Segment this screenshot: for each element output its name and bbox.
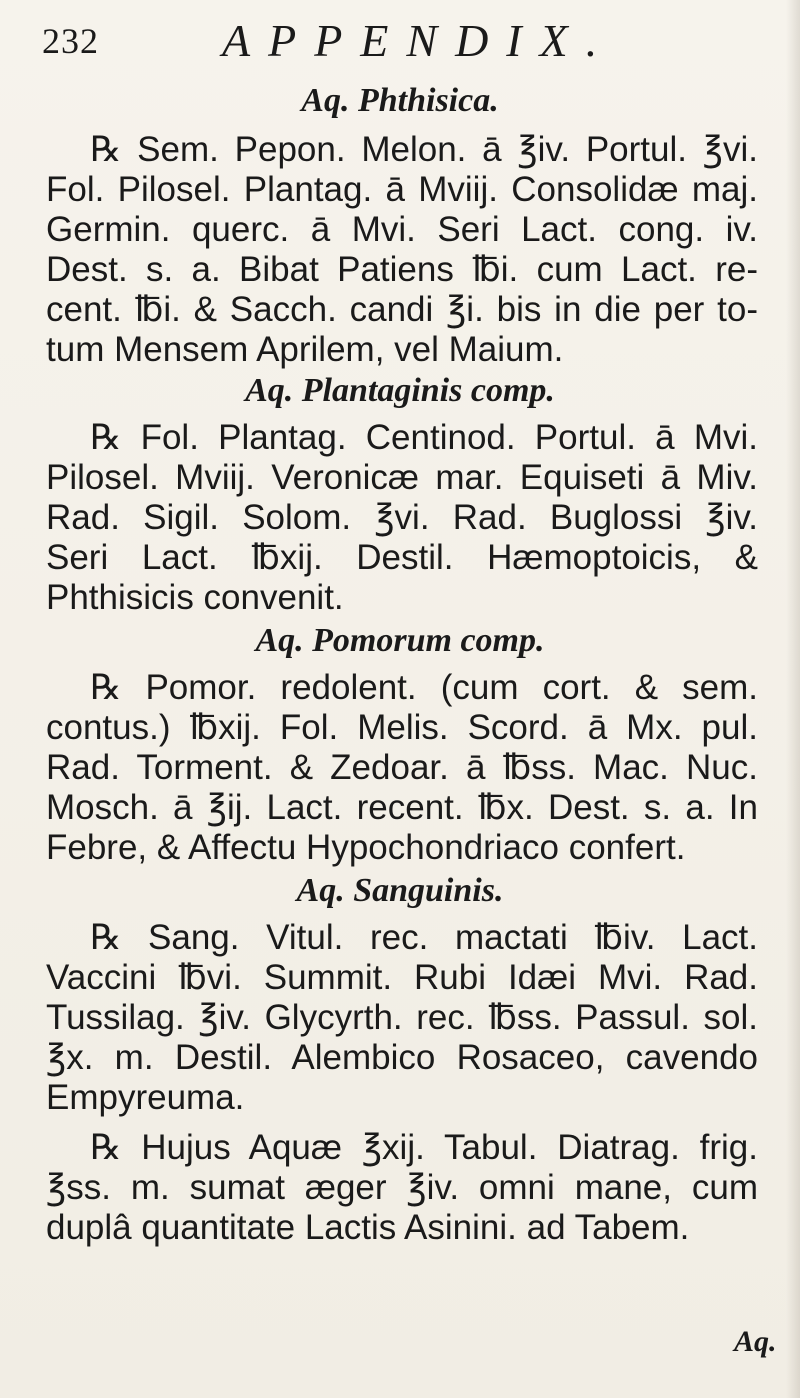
recipe-title-pomorum: Aq. Pomorum comp. bbox=[255, 622, 545, 659]
text-line: ℞ Sang. Vitul. rec. mactati ℔iv. Lact. bbox=[90, 918, 758, 957]
page-number: 232 bbox=[42, 21, 99, 61]
text-line: ℥ss. m. sumat æger ℥iv. omni mane, cum bbox=[46, 1168, 758, 1207]
text-line: Tussilag. ℥iv. Glycyrth. rec. ℔ss. Passul. sol. bbox=[46, 998, 758, 1037]
text-line: Phthisicis convenit. bbox=[46, 578, 344, 617]
text-line: contus.) ℔xij. Fol. Melis. Scord. ā Mx. pul. bbox=[46, 708, 758, 747]
text-line: Mosch. ā ℥ij. Lact. recent. ℔x. Dest. s. a. In bbox=[46, 788, 758, 827]
text-line: ℥x. m. Destil. Alembico Rosaceo, cavendo bbox=[46, 1038, 758, 1077]
page-edge-shadow bbox=[786, 0, 800, 1398]
text-line: Fol. Pilosel. Plantag. ā Mviij. Consolidæ maj. bbox=[46, 170, 758, 209]
text-line: Seri Lact. ℔xij. Destil. Hæmoptoicis, & bbox=[46, 538, 758, 577]
text-line: tum Mensem Aprilem, vel Maium. bbox=[46, 330, 564, 369]
recipe-title-phthisica: Aq. Phthisica. bbox=[301, 82, 499, 119]
recipe-title-plantaginis: Aq. Plantaginis comp. bbox=[245, 372, 555, 409]
catchword: Aq. bbox=[734, 1325, 777, 1358]
text-line: Rad. Torment. & Zedoar. ā ℔ss. Mac. Nuc. bbox=[46, 748, 758, 787]
text-line: duplâ quantitate Lactis Asinini. ad Tabem. bbox=[46, 1208, 690, 1247]
running-head: APPENDIX. bbox=[222, 15, 616, 66]
text-line: Pilosel. Mviij. Veronicæ mar. Equiseti ā Miv. bbox=[46, 458, 758, 497]
text-line: Febre, & Affectu Hypochondriaco confert. bbox=[46, 828, 686, 867]
recipe-title-sanguinis: Aq. Sanguinis. bbox=[296, 872, 504, 909]
text-line: Germin. querc. ā Mvi. Seri Lact. cong. iv. bbox=[46, 210, 758, 249]
text-line: ℞ Hujus Aquæ ℥xij. Tabul. Diatrag. frig. bbox=[90, 1128, 758, 1167]
text-line: Empyreuma. bbox=[46, 1078, 245, 1117]
text-line: Rad. Sigil. Solom. ℥vi. Rad. Buglossi ℥iv. bbox=[46, 498, 758, 537]
page-header bbox=[42, 14, 742, 74]
text-line: ℞ Fol. Plantag. Centinod. Portul. ā Mvi. bbox=[90, 418, 758, 457]
text-line: Dest. s. a. Bibat Patiens ℔i. cum Lact. re- bbox=[46, 250, 758, 289]
text-line: ℞ Pomor. redolent. (cum cort. & sem. bbox=[90, 668, 758, 707]
text-line: ℞ Sem. Pepon. Melon. ā ℥iv. Portul. ℥vi. bbox=[90, 130, 758, 169]
text-line: cent. ℔i. & Sacch. candi ℥i. bis in die per to- bbox=[46, 290, 758, 329]
text-line: Vaccini ℔vi. Summit. Rubi Idæi Mvi. Rad. bbox=[46, 958, 758, 997]
